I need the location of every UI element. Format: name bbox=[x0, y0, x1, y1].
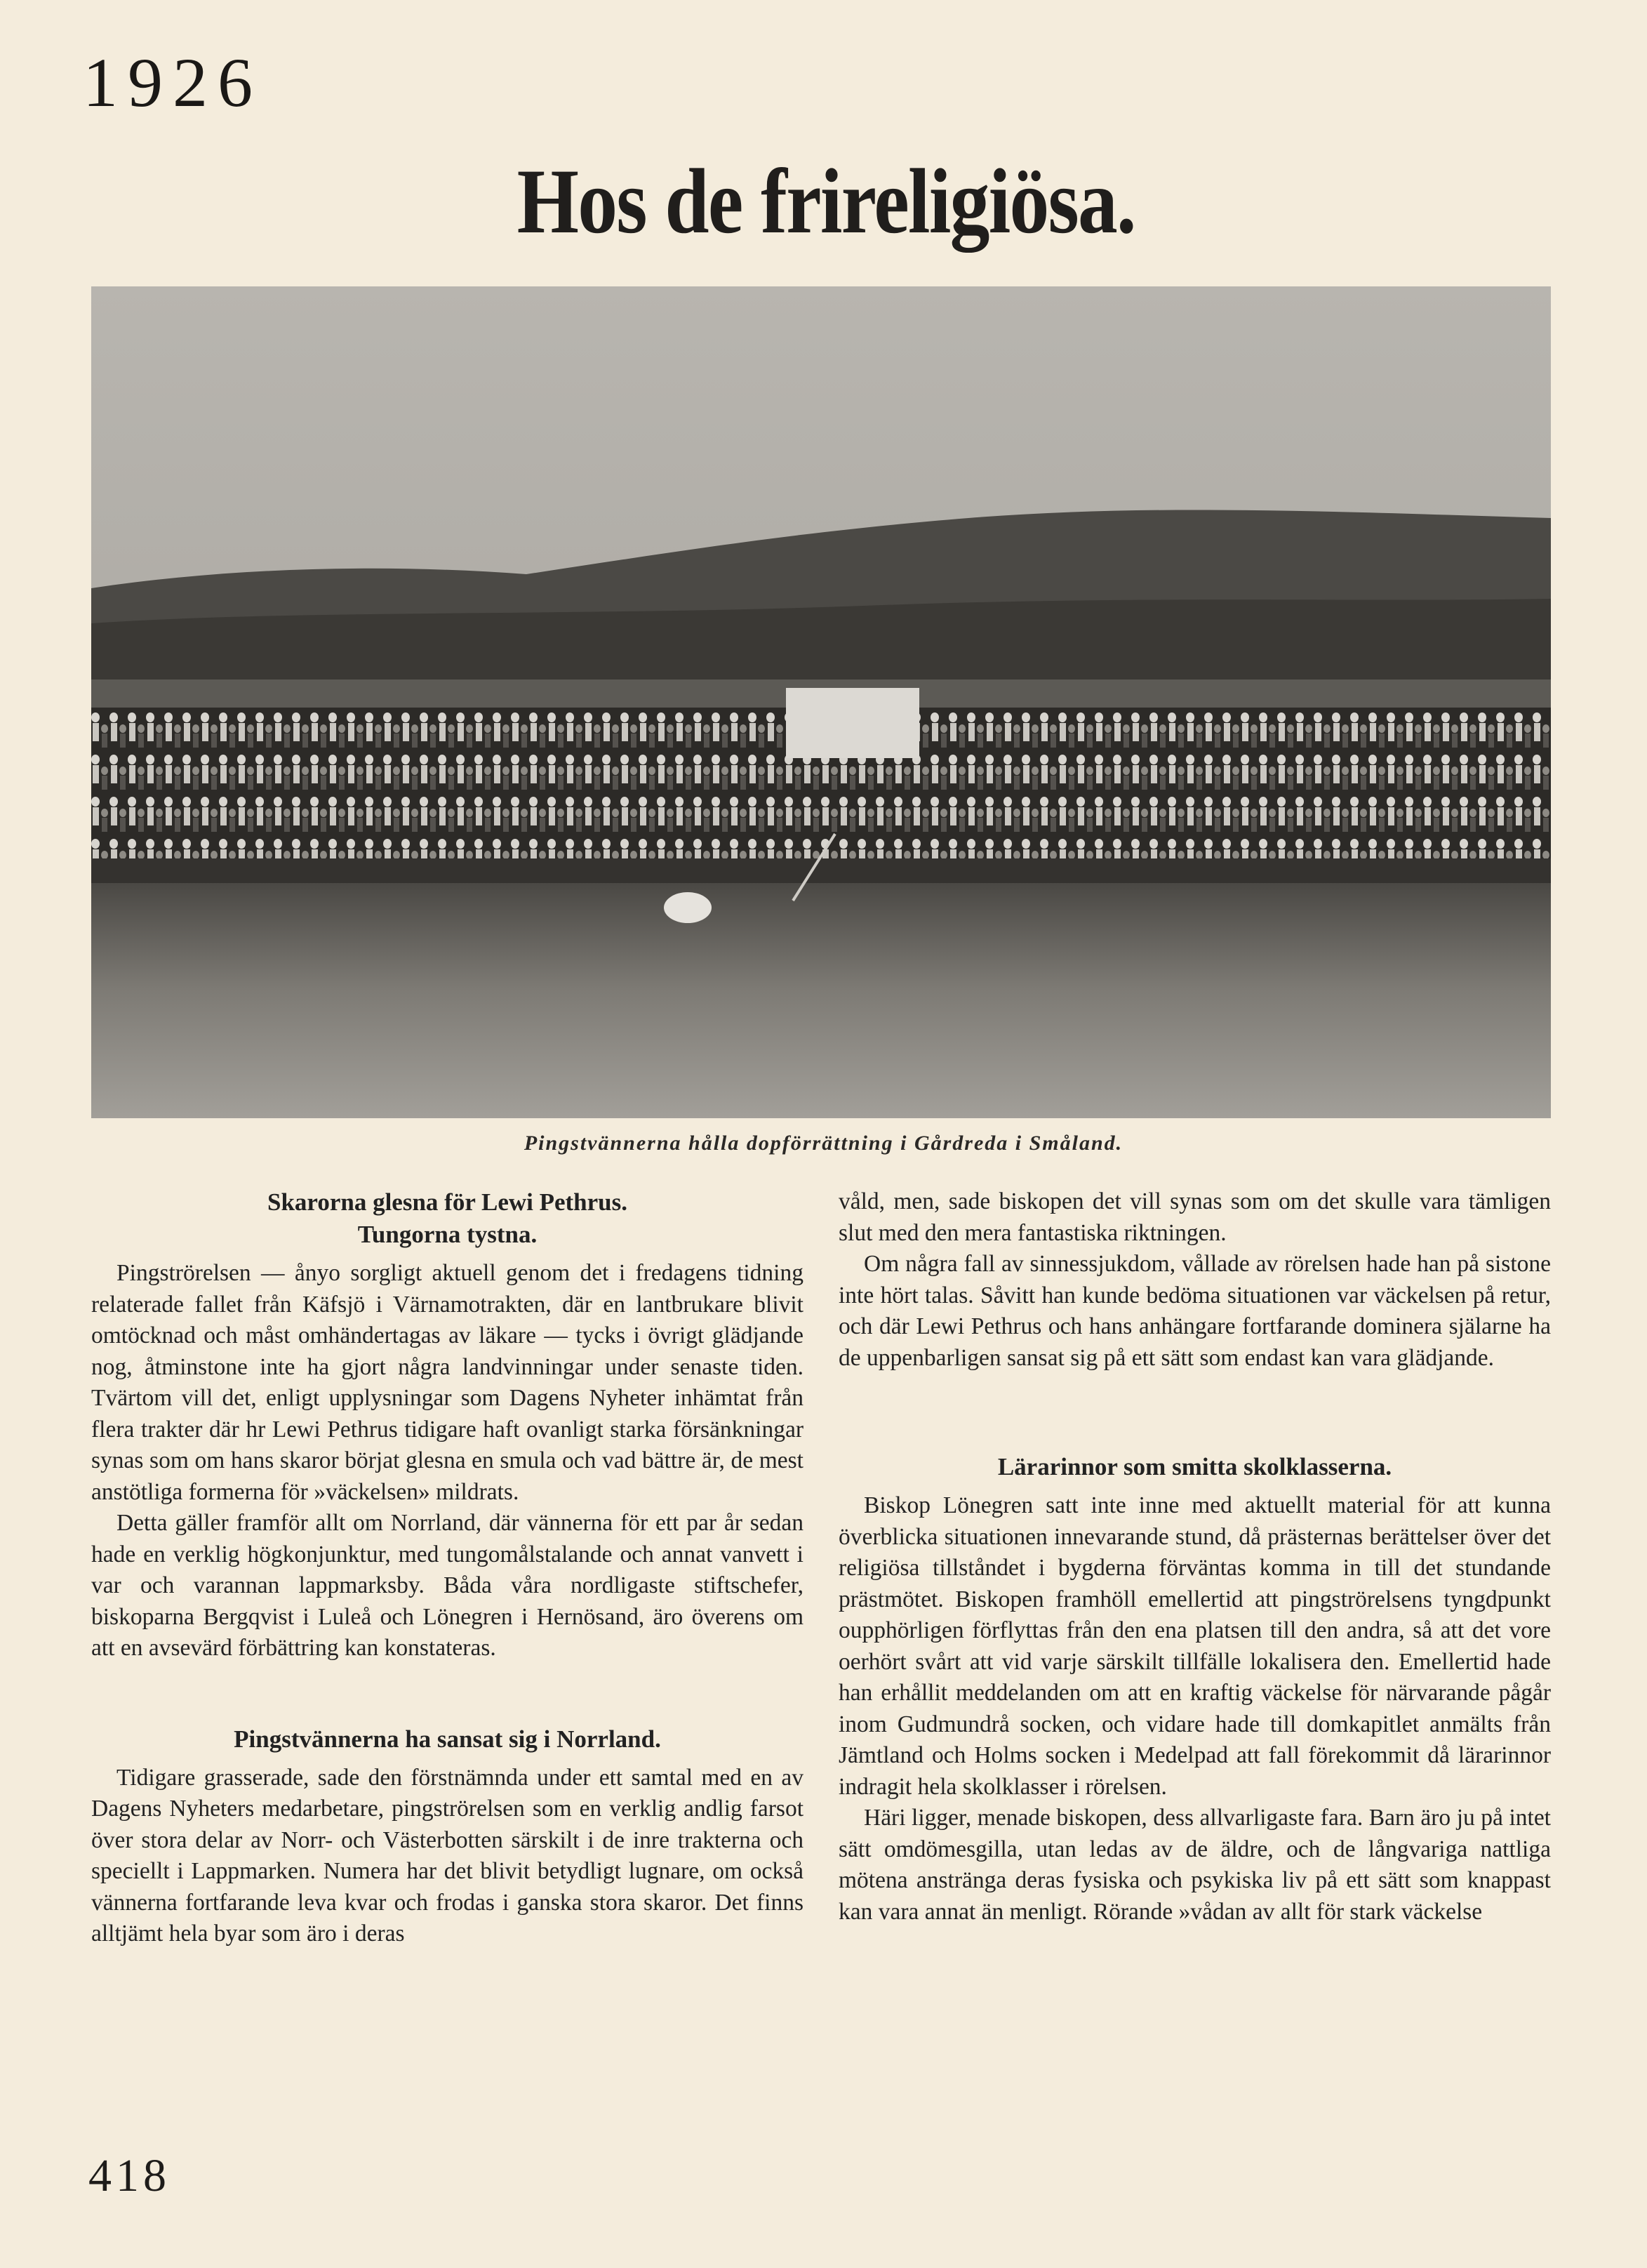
paragraph: Om några fall av sinnessjukdom, vållade av rörelsen hade han på sistone inte hört talas. Såvitt han kunde bedöma situationen var väckelsen på retur, och där Lewi Pethrus och hans anhängare fortfarande dominera själarne ha de uppenbarligen sansat sig på ett sätt som endast kan vara glädjande. bbox=[839, 1251, 1551, 1371]
section-heading: Pingstvännerna ha sansat sig i Norrland. bbox=[234, 1725, 661, 1753]
paragraph: våld, men, sade biskopen det vill synas som om det skulle vara tämligen slut med den mera fantastiska riktningen. bbox=[839, 1188, 1551, 1246]
photo-caption: Pingstvännerna hålla dopförrättning i Gårdreda i Småland. bbox=[524, 1132, 1123, 1155]
page-title: Hos de frireligiösa. bbox=[516, 150, 1135, 253]
section-heading: Lärarinnor som smitta skolklasserna. bbox=[997, 1453, 1392, 1480]
article-subheading: Tungorna tystna. bbox=[357, 1221, 538, 1248]
paragraph: Häri ligger, menade biskopen, dess allvarligaste fara. Barn äro ju på intet sätt omdömesgilla, utan ledas av de äldre, och de långvariga nattliga mötena anstränga deras fysiska och psykiska liv på ett sätt som knappast kan vara annat än menligt. Rörande »vådan av allt för stark väckelse bbox=[839, 1805, 1551, 1925]
page-number: 418 bbox=[88, 2150, 171, 2201]
paragraph: Tidigare grasserade, sade den förstnämnda under ett samtal med en av Dagens Nyheters medarbetare, pingströrelsen som en verklig andlig farsot över stora delar av Norr- och Västerbotten särskilt i de inre trakterna och speciellt i Lappmarken. Numera har det blivit betydligt lugnare, om också vännerna fortfarande leva kvar och frodas i ganska stora skaror. Det finns alltjämt hela byar som äro i deras bbox=[91, 1764, 804, 1947]
paragraph: Biskop Lönegren satt inte inne med aktuellt material för att kunna överblicka situationen innevarande stund, då prästernas berättelser över det religiösa tillståndet i bygderna förväntas komma in till det stundande prästmötet. Biskopen framhöll emellertid att pingströrelsens tyngdpunkt oupphörligen förflyttas från den ena platsen till den andra, så att det vore oerhört svårt att vid varje särskilt tillfälle lokalisera den. Emellertid hade han erhållit meddelanden om att en kraftig väckelse för närvarande pågår inom Gudmundrå socken, och vidare hade till domkapitlet anmälts från Jämtland och Holms socken i Medelpad att fall förekommit då lärarinnor indragit hela skolklasser i rörelsen. bbox=[839, 1492, 1551, 1800]
left-column bbox=[91, 1186, 804, 1950]
paragraph: Detta gäller framför allt om Norrland, där vännerna för ett par år sedan hade en verklig högkonjunktur, med tungomålstalande och annat vanvett i var och varannan lappmarksby. Båda våra nordligaste stiftschefer, biskoparna Bergqvist i Luleå och Lönegren i Hernösand, äro överens om att en avsevärd förbättring kan konstateras. bbox=[91, 1510, 804, 1661]
baptism-photo-illustration bbox=[91, 286, 1551, 1118]
article-heading: Skarorna glesna för Lewi Pethrus. bbox=[267, 1188, 628, 1216]
baptism-photo bbox=[91, 286, 1551, 1118]
right-column bbox=[839, 1186, 1551, 1928]
paragraph: Pingströrelsen — ånyo sorgligt aktuell genom det i fredagens tidning relaterade fallet från Käfsjö i Värnamotrakten, där en lantbrukare blivit omtöcknad och måst omhändertagas av läkare — tycks i övrigt glädjande nog, åtminstone inte ha gjort några landvinningar under senaste tiden. Tvärtom vill det, enligt upplysningar som Dagens Nyheter inhämtat från flera trakter där hr Lewi Pethrus tidigare haft ovanligt starka försänkningar synas som om hans skaror börjat glesna en smula och vad bättre är, de mest anstötliga formerna för »väckelsen» mildrats. bbox=[91, 1260, 804, 1505]
year-heading: 1926 bbox=[83, 44, 262, 121]
